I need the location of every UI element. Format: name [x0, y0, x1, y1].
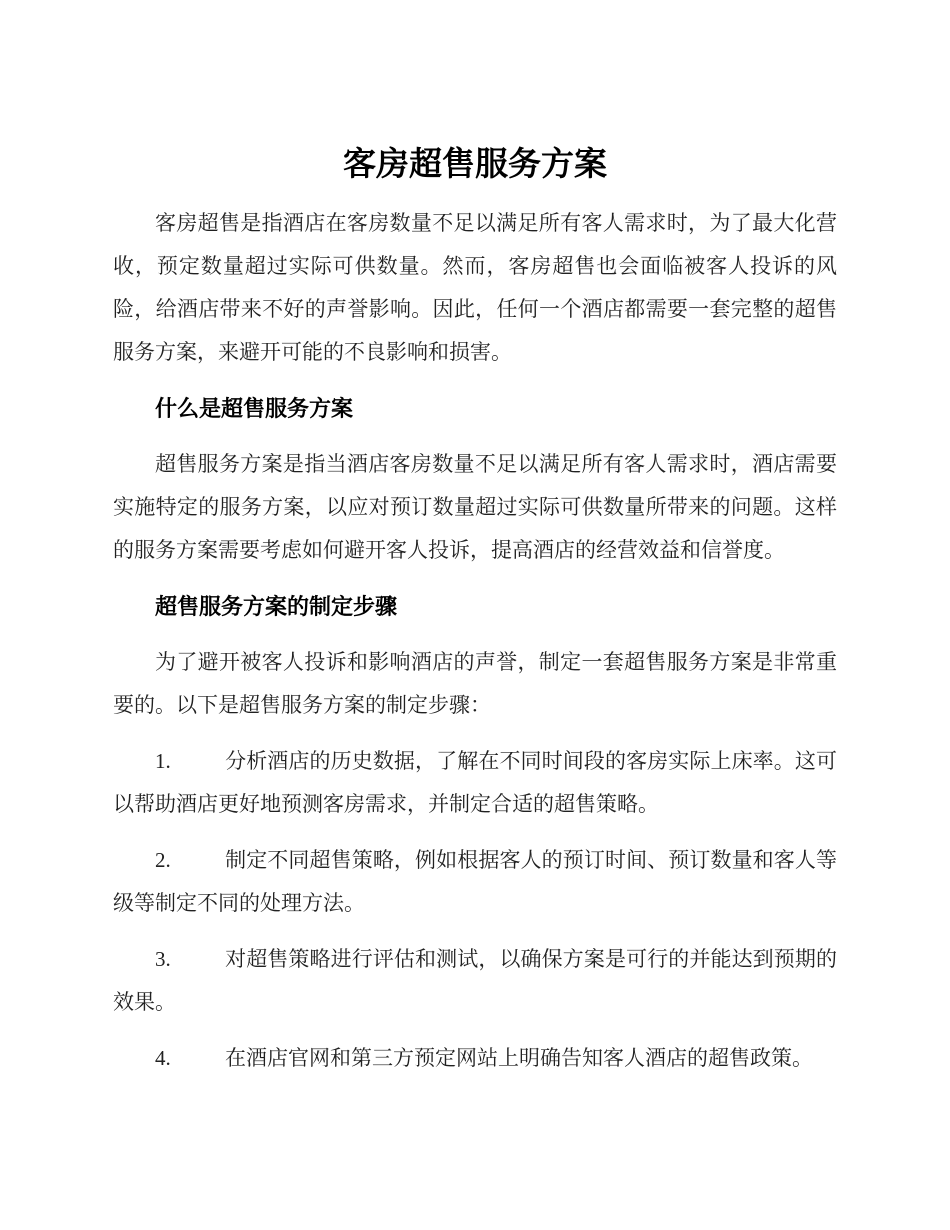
section-heading-what-is-overbooking-plan: 什么是超售服务方案: [155, 396, 354, 421]
list-item-1-text: 分析酒店的历史数据，了解在不同时间段的客房实际上床率。这可以帮助酒店更好地预测客房需求，并制定合适的超售策略。: [113, 749, 837, 816]
list-item-4-number: 4.: [155, 1046, 171, 1070]
section-steps-intro-paragraph: 为了避开被客人投诉和影响酒店的声誉，制定一套超售服务方案是非常重要的。以下是超售服务方案的制定步骤：: [113, 650, 837, 717]
list-item-3-text: 对超售策略进行评估和测试，以确保方案是可行的并能达到预期的效果。: [113, 947, 837, 1014]
intro-paragraph: 客房超售是指酒店在客房数量不足以满足所有客人需求时，为了最大化营收，预定数量超过实际可供数量。然而，客房超售也会面临被客人投诉的风险，给酒店带来不好的声誉影响。因此，任何一个酒店都需要一套完整的超售服务方案，来避开可能的不良影响和损害。: [113, 211, 837, 364]
list-item-4-text: 在酒店官网和第三方预定网站上明确告知客人酒店的超售政策。: [225, 1046, 813, 1070]
list-item-2-number: 2.: [155, 848, 171, 872]
document-title: 客房超售服务方案: [343, 144, 607, 183]
list-item-4: [113, 1037, 837, 1080]
list-item-1-number: 1.: [155, 749, 171, 773]
section-what-is-paragraph: 超售服务方案是指当酒店客房数量不足以满足所有客人需求时，酒店需要实施特定的服务方案，以应对预订数量超过实际可供数量所带来的问题。这样的服务方案需要考虑如何避开客人投诉，提高酒店的经营效益和信誉度。: [113, 452, 837, 562]
list-item-3: [113, 938, 837, 1024]
section-heading-plan-steps: 超售服务方案的制定步骤: [155, 594, 398, 619]
list-item-2: [113, 839, 837, 925]
list-item-2-text: 制定不同超售策略，例如根据客人的预订时间、预订数量和客人等级等制定不同的处理方法。: [113, 848, 837, 915]
list-item-1: [113, 740, 837, 826]
list-item-3-number: 3.: [155, 947, 171, 971]
